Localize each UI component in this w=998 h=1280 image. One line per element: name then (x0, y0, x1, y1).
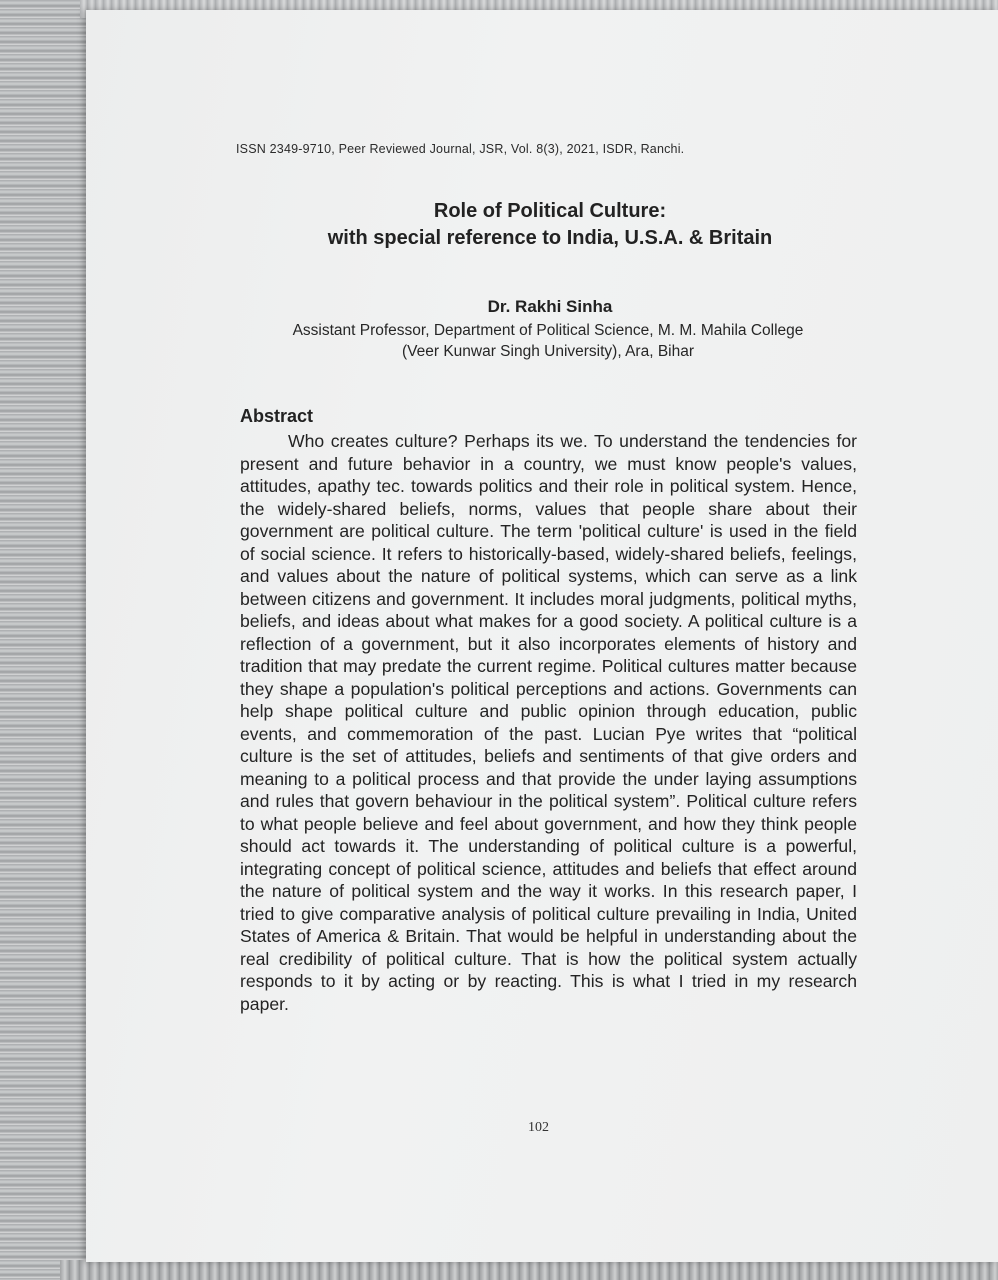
page-number: 102 (528, 1120, 549, 1135)
affiliation-line-2: (Veer Kunwar Singh University), Ara, Bihar (401, 343, 695, 360)
title-line-2: with special reference to India, U.S.A. & Britain (327, 227, 773, 249)
paper-title (230, 198, 870, 252)
affiliation-line-1: Assistant Professor, Department of Political Science, M. M. Mahila College (292, 322, 804, 339)
author-affiliation (230, 320, 866, 362)
abstract-heading: Abstract (240, 406, 314, 426)
author-name: Dr. Rakhi Sinha (487, 297, 613, 316)
abstract-body: Who creates culture? Perhaps its we. To understand the tendencies for present and future behavior in a country, we must know people's values, attitudes, apathy tec. towards politics and their role in political system. Hence, the widely-shared beliefs, norms, values that people share about their government are political culture. The term 'political culture' is used in the field of social science. It refers to historically-based, widely-shared beliefs, feelings, and values about the nature of political systems, which can serve as a link between citizens and government. It includes moral judgments, political myths, beliefs, and ideas about what makes for a good society. A political culture is a reflection of a government, but it also incorporates elements of history and tradition that may predate the current regime. Political cultures matter because they shape a population's political perceptions and actions. Governments can help shape political culture and public opinion through education, public events, and commemoration of the past. Lucian Pye writes that “political culture is the set of attitudes, beliefs and sentiments of that give orders and meaning to a political process and that provide the under laying assumptions and rules that govern behaviour in the political system”. Political culture refers to what people believe and feel about government, and how they think people should act towards it. The understanding of political culture is a powerful, integrating concept of political science, attitudes and beliefs that effect around the nature of political system and the way it works. In this research paper, I tried to give comparative analysis of political culture prevailing in India, United States of America & Britain. That would be helpful in understanding about the real credibility of political culture. That is how the political system actually responds to it by acting or by reacting. This is what I tried in my research paper. (240, 431, 857, 1014)
scanner-edge-bottom (60, 1260, 998, 1280)
title-line-1: Role of Political Culture: (433, 200, 667, 222)
journal-header: ISSN 2349-9710, Peer Reviewed Journal, JSR, Vol. 8(3), 2021, ISDR, Ranchi. (236, 142, 685, 156)
